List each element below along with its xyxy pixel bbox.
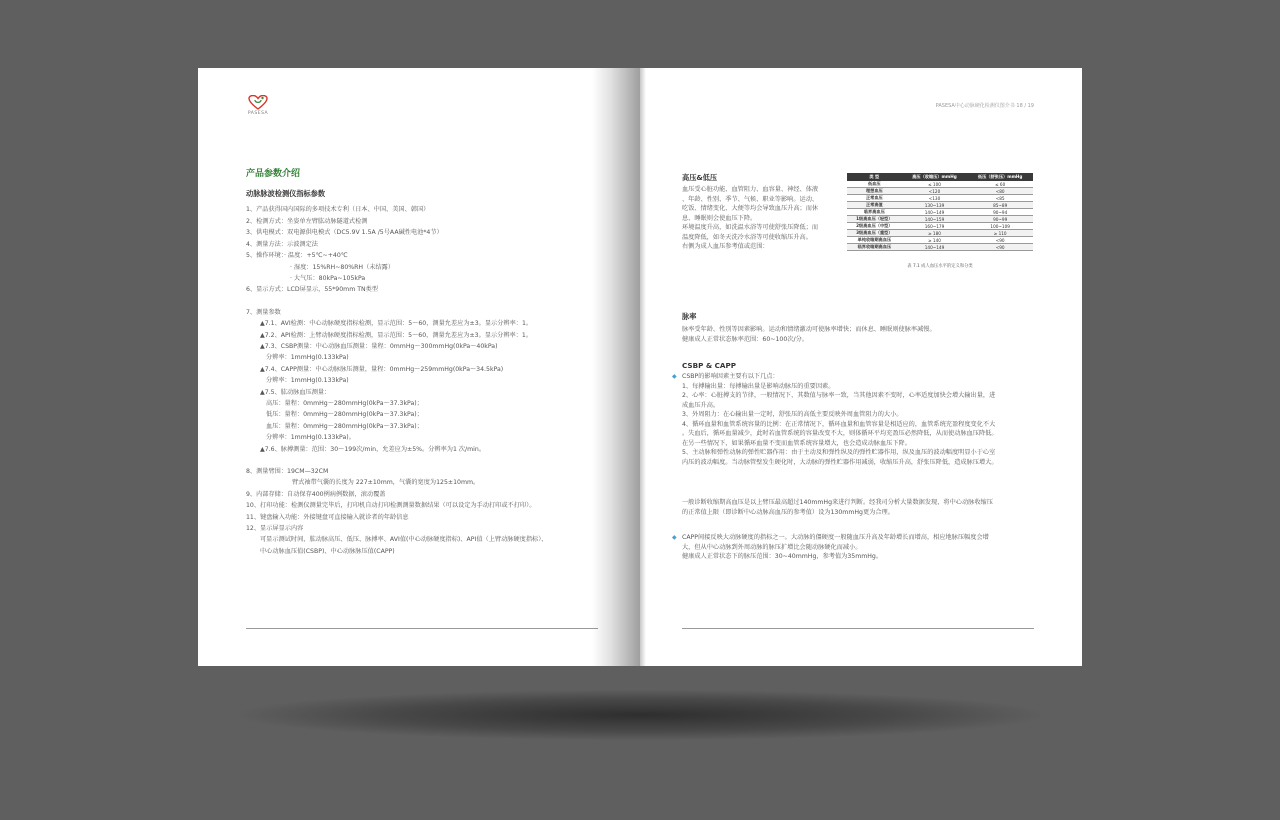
pulse-title: 脉率 [682,312,697,321]
table-row [847,202,1033,209]
csbp-title: CSBP & CAPP [682,361,736,370]
spec-line: 5、操作环境：· 温度：+5℃~+40℃ [246,252,348,259]
table-cell: ≥ 140 [902,237,968,244]
section-title: 产品参数介绍 [246,169,301,179]
bullet-diamond-icon: ◆ [672,373,677,380]
table-cell: <85 [967,195,1033,202]
footer-divider [682,628,1034,629]
table-cell: 140~149 [902,244,968,251]
table-header: 低压（舒张压）mmHg [967,173,1033,181]
table-cell: 130~139 [902,202,968,209]
table-cell: 正常血压 [847,195,902,202]
spec-line: 分辨率：1mmHg(0.133kPa) [266,377,349,384]
spec-line: 低压：量程：0mmHg～280mmHg(0kPa～37.3kPa)； [266,411,423,418]
text-line: 大，但从中心动脉到外周动脉的脉压扩增比会随动脉硬化而减小。 [682,543,862,551]
table-cell: 2级高血压（中型） [847,223,902,230]
table-cell: 90~99 [967,216,1033,223]
table-cell: 低血压 [847,181,902,188]
spec-line: 1、产品获得国内国际的多项技术专利（日本、中国、美国、韩国） [246,206,430,213]
page-shadow [240,690,1040,740]
spec-line: · 湿度：15%RH~80%RH（未结露） [290,264,395,271]
table-cell: <130 [902,195,968,202]
text-line: 温度降低，如冬天洗冷水浴等可使收缩压升高。 [682,233,812,241]
spec-line: 10、打印功能：检测仪测量完毕后，打印机自动打印检测测量数据结果（可以设定为手动打印或不打印）。 [246,502,536,509]
table-cell: 140~149 [902,209,968,216]
spec-line: 2、检测方式：坐姿单左臂肱动脉隧道式检测 [246,218,368,225]
spec-line: 可显示测试时间，肱动脉高压、低压、脉搏率、AVI值(中心动脉硬度指标)、API值（上臂动脉硬度指标）、 [260,536,548,543]
text-line: 1、每搏输出量：每搏输出量是影响动脉压的重要因素。 [682,382,835,390]
text-line: 一般诊断收缩期高血压是以上臂压最高超过140mmHg来进行判断。经我司分析大量数据发现，将中心动脉收缩压 [682,499,993,506]
spec-line: ▲7.6、脉搏测量：范围：30～199次/min，允差应为±5%。分辨率为1 次/min。 [260,446,486,453]
text-line: 成血压升高。 [682,401,720,409]
brand-logo [246,95,270,116]
table-cell: <90 [967,237,1033,244]
spec-line: ▲7.2、API检测：上臂动脉硬度指标检测，显示范围：5～60，测量允差应为±3。显示分辨率：1。 [260,332,533,339]
blood-pressure-table [847,173,1033,251]
table-cell: ≤ 100 [902,181,968,188]
table-cell: ≥ 110 [967,230,1033,237]
text-line: 3、外周阻力：在心输出量一定时，舒张压的高低主要反映外周血管阻力的大小。 [682,411,903,418]
table-row [847,223,1033,230]
table-cell: 理想血压 [847,188,902,195]
table-header-row [847,173,1033,181]
text-line: CAPP间接反映大动脉硬度的指标之一。大动脉的僵硬度一般随血压升高及年龄增长而增高，相应地脉压幅度会增 [682,534,989,541]
text-line: 在另一些情况下，如果循环血量不变而血管系统容量增大，也会造成动脉血压下降。 [682,439,911,447]
right-page [640,68,1082,666]
csbp-paragraph [682,372,998,467]
text-line: 健康成人正常状态下的脉压范围：30~40mmHg，参考值为35mmHg。 [682,553,883,560]
text-line: 5、主动脉和弹性动脉的弹性贮器作用：由于主动及和弹性纵及的弹性贮器作用，纵及血压的波动幅度明显小于心室 [682,449,996,456]
spec-line: 分辨率：1mmHg(0.133kPa)。 [266,434,355,441]
spec-line: 8、测量臂围：19CM—32CM [246,468,329,475]
table-row [847,181,1033,188]
table-cell: 单纯收缩期高血压 [847,237,902,244]
text-line: 4、循环血量和血管系统容量的比例：在正常情况下，循环血量和血管容量是相适应的，血管系统充盈程度变化不大 [682,420,996,428]
text-line: CSBP的影响因素主要有以下几点： [682,373,779,380]
sub-title: 动脉脉波检测仪指标参数 [246,189,326,198]
table-cell: 正常高值 [847,202,902,209]
table-cell: 100~109 [967,223,1033,230]
bullet-diamond-icon: ◆ [672,534,677,541]
table-caption: 表 7.1 成人血压水平的定义和分类 [907,264,973,269]
text-line: 健康成人正常状态脉率范围：60~100次/分。 [682,335,808,343]
table-row [847,209,1033,216]
spec-line: ▲7.4、CAPP测量：中心动脉脉压测量，量程：0mmHg～259mmHg(0kPa～34.5kPa) [260,366,504,373]
table-row [847,188,1033,195]
spec-line: 6、显示方式：LCD屏显示，55*90mm TN类型 [246,286,378,293]
text-line: 息、睡眠则会使血压下降。 [682,214,757,222]
table-cell: ≤ 60 [967,181,1033,188]
table-cell: 90~94 [967,209,1033,216]
table-cell: 160~179 [902,223,968,230]
table-cell: 1级高血压（轻型） [847,216,902,223]
table-header: 高压（收缩压）mmHg [902,173,968,181]
text-line: 内压的波动幅度。当动脉管壁发生硬化时，大动脉的弹性贮器作用减弱，收缩压升高，舒张压降低，造成脉压增大。 [682,458,998,466]
csbp-paragraph-2 [682,498,993,517]
pulse-paragraph [682,325,936,344]
table-cell: <120 [902,188,968,195]
text-line: 右侧为成人血压参考值或范围： [682,243,769,250]
text-line: 环境温度升高，如洗温水浴等可使舒张压降低；而 [682,224,819,231]
spec-line: 12、显示屏显示内容 [246,525,304,532]
spec-line: · 大气压：80kPa~105kPa [290,275,366,282]
table-row [847,244,1033,251]
spec-line: 中心动脉血压值(CSBP)、中心动脉脉压值(CAPP) [260,548,395,555]
table-cell: 85~89 [967,202,1033,209]
table-row [847,195,1033,202]
spec-line: ▲7.3、CSBP测量：中心动脉血压测量：量程：0mmHg～300mmHg(0kPa～40kPa) [260,343,498,350]
table-header: 类 型 [847,173,902,181]
spec-line: 分辨率：1mmHg(0.133kPa) [266,354,349,361]
logo-text: PASESA [247,111,269,116]
footer-divider [246,628,598,629]
text-line: 、年龄、性别、季节、气候、职业等影响。运动、 [682,195,819,203]
spec-line: 3、供电模式：双电源供电模式（DC5.9V 1.5A /5号AA碱性电池*4节） [246,229,443,236]
table-cell: <80 [967,188,1033,195]
bp-title: 高压&低压 [682,173,718,182]
text-line: 。失血后，循环血量减少，此时若血管系统的容量改变不大，则体循环平均充盈压必然降低，从而使动脉血压降低。 [682,430,998,437]
heart-logo-icon [248,95,268,110]
bp-paragraph [682,185,840,252]
spec-line: 高压：量程：0mmHg～280mmHg(0kPa～37.3kPa)； [266,400,423,407]
spec-line: 血压：量程：0mmHg～280mmHg(0kPa～37.3kPa)； [266,423,423,430]
spec-line: ▲7.1、AVI检测：中心动脉硬度指标检测，显示范围：5～60，测量允差应为±3。显示分辨率：1。 [260,320,533,327]
table-row [847,237,1033,244]
table-cell: <90 [967,244,1033,251]
text-line: 脉率受年龄、性别等因素影响。运动和情绪激动可使脉率增快；而休息、睡眠则使脉率减慢。 [682,326,936,333]
table-cell: ≥ 180 [902,230,968,237]
spec-line: 11、键盘输入功能：外接键盘可直接输入就诊者的年龄信息 [246,514,409,521]
text-line: 吃饭、情绪变化、大便等均会导致血压升高；而休 [682,205,819,212]
page-fold-shadow [592,68,640,666]
left-page [198,68,640,666]
spec-line: 臂式袖带气囊的长度为 227±10mm，气囊的宽度为125±10mm。 [292,479,480,486]
spec-line: ▲7.5、肱动脉血压测量： [260,389,331,396]
page-header: PASESA中心动脉硬化检测仪图介书 18 / 19 [935,103,1034,109]
table-cell: 140~159 [902,216,968,223]
text-line: 血压受心脏功能、血管阻力、血容量、神经、体液 [682,186,819,193]
table-row [847,230,1033,237]
table-cell: 临界高血压 [847,209,902,216]
table-row [847,216,1033,223]
spec-line: 7、测量参数 [246,309,281,316]
spec-line: 4、测量方法：示波测定法 [246,241,318,248]
table-cell: 临界收缩期高血压 [847,244,902,251]
page-fold-shadow [640,68,646,666]
spec-line: 9、内部存储：自动保存400例病例数据，滚动覆盖 [246,491,386,498]
text-line: 2、心率：心脏搏支的节律，一般情况下，其数值与脉率一致，当其他因素不变时，心率适度加快会增大输出量，进 [682,392,996,399]
capp-paragraph [682,533,989,562]
table-cell: 3级高血压（重型） [847,230,902,237]
text-line: 的正常值上限（即诊断中心动脉高血压的参考值）设为130mmHg更为合理。 [682,508,894,516]
